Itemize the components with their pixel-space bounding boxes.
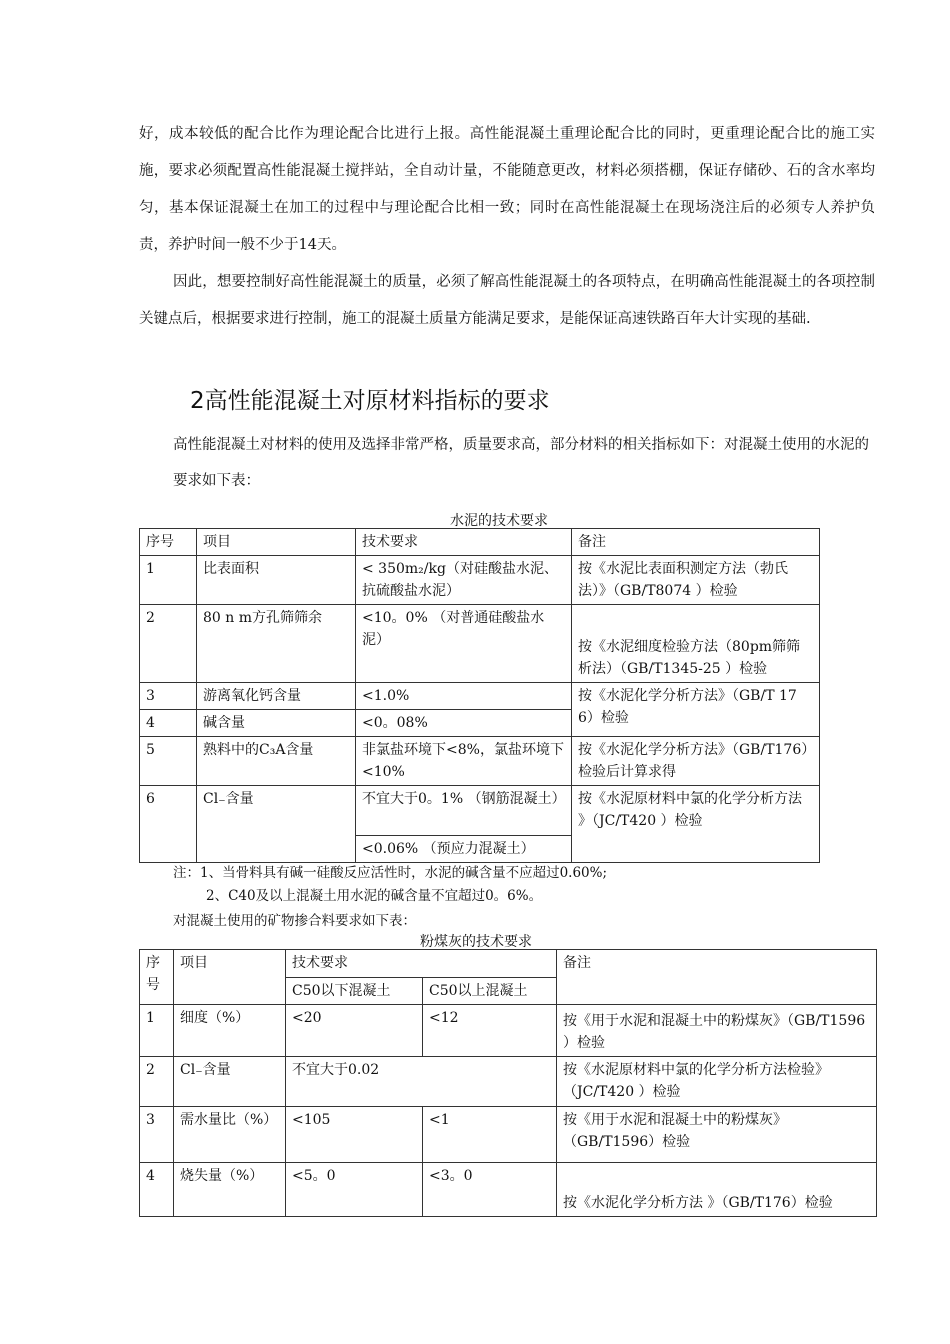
cell-no: 2 bbox=[140, 1057, 174, 1107]
cell-remark: 按《水泥比表面积测定方法（勃氏法）》（GB/T8074 ）检验 bbox=[572, 556, 820, 605]
cell-remark: 按《水泥化学分析方法》（GB/T 17 6）检验 bbox=[572, 683, 820, 737]
cell-remark: 按《水泥化学分析方法 》（GB/T176）检验 bbox=[557, 1163, 877, 1217]
table-row bbox=[140, 683, 820, 710]
cell-remark: 按《用于水泥和混凝土中的粉煤灰》（GB/T1596）检验 bbox=[557, 1107, 877, 1163]
header-below-c50: C50以下混凝土 bbox=[286, 978, 423, 1005]
section-heading: 2高性能混凝土对原材料指标的要求 bbox=[190, 388, 550, 414]
cell-requirement: <10。0% （对普通硅酸盐水泥） bbox=[356, 605, 572, 683]
cell-no: 2 bbox=[140, 605, 197, 683]
table-row bbox=[140, 1005, 877, 1057]
note-line-2: 2、C40及以上混凝土用水泥的碱含量不宜超过0。6%。 bbox=[206, 888, 543, 904]
cell-item: 游离氧化钙含量 bbox=[197, 683, 356, 710]
cell-item: 80 n m方孔筛筛余 bbox=[197, 605, 356, 683]
paragraph-materials-lead: 高性能混凝土对材料的使用及选择非常严格，质量要求高，部分材料的相关指标如下：对混凝土使用的水泥的要求如下表： bbox=[173, 437, 869, 489]
cell-remark: 按《水泥原材料中氯的化学分析方法 》（JC/T420 ）检验 bbox=[572, 786, 820, 863]
cell-above-c50: <1 bbox=[423, 1107, 557, 1163]
cell-no: 3 bbox=[140, 683, 197, 710]
cell-remark: 按《水泥原材料中氯的化学分析方法检验》（JC/T420 ）检验 bbox=[557, 1057, 877, 1107]
cement-table-caption: 水泥的技术要求 bbox=[450, 513, 548, 529]
paragraph-mix-ratio: 好，成本较低的配合比作为理论配合比进行上报。高性能混凝土重理论配合比的同时，更重理论配合比的施工实施，要求必须配置高性能混凝土搅拌站，全自动计量，不能随意更改，材料必须搭棚，保证存储砂、石的含水率均匀，基本保证混凝土在加工的过程中与理论配合比相一致；同时在高性能混凝土在现场浇注后的必须专人养护负责，养护时间一般不少于14天。 bbox=[139, 126, 875, 253]
table-header-row bbox=[140, 529, 820, 556]
cell-requirement: <0.06% （预应力混凝土） bbox=[356, 836, 572, 863]
cell-below-c50: <5。0 bbox=[286, 1163, 423, 1217]
cell-no: 1 bbox=[140, 1005, 174, 1057]
cell-item: Cl₋含量 bbox=[197, 786, 356, 863]
cell-requirement: 非氯盐环境下<8%，氯盐环境下<10% bbox=[356, 737, 572, 786]
cell-no: 1 bbox=[140, 556, 197, 605]
table-row bbox=[140, 1057, 877, 1107]
table-row bbox=[140, 1107, 877, 1163]
cell-below-c50: <20 bbox=[286, 1005, 423, 1057]
table-row bbox=[140, 737, 820, 786]
cell-requirement: 不宜大于0.02 bbox=[286, 1057, 557, 1107]
flyash-requirements-table bbox=[139, 949, 877, 1217]
cell-above-c50: <3。0 bbox=[423, 1163, 557, 1217]
cell-no: 4 bbox=[140, 1163, 174, 1217]
header-no: 序号 bbox=[140, 529, 197, 556]
table-row bbox=[140, 605, 820, 683]
cell-requirement: <1.0% bbox=[356, 683, 572, 710]
cell-remark: 按《水泥细度检验方法（80pm筛筛析法）（GB/T1345-25 ）检验 bbox=[572, 605, 820, 683]
cell-item: 碱含量 bbox=[197, 710, 356, 737]
paragraph-conclusion: 因此，想要控制好高性能混凝土的质量，必须了解高性能混凝土的各项特点，在明确高性能混凝土的各项控制关键点后，根据要求进行控制，施工的混凝土质量方能满足要求，是能保证高速铁路百年大计实现的基础. bbox=[139, 274, 875, 327]
table-row bbox=[140, 556, 820, 605]
cell-no: 4 bbox=[140, 710, 197, 737]
cell-above-c50: <12 bbox=[423, 1005, 557, 1057]
cell-no: 6 bbox=[140, 786, 197, 863]
cell-requirement: 不宜大于0。1% （钢筋混凝土） bbox=[356, 786, 572, 836]
header-item: 项目 bbox=[174, 950, 286, 1005]
cell-item: 烧失量（%） bbox=[174, 1163, 286, 1217]
cell-item: 细度（%） bbox=[174, 1005, 286, 1057]
flyash-table-caption: 粉煤灰的技术要求 bbox=[420, 934, 532, 950]
cell-item: 熟料中的C₃A含量 bbox=[197, 737, 356, 786]
header-no: 序号 bbox=[140, 950, 174, 1005]
note-line-1: 注：1、当骨料具有碱一硅酸反应活性时，水泥的碱含量不应超过0.60%; bbox=[173, 865, 608, 881]
header-item: 项目 bbox=[197, 529, 356, 556]
cell-item: Cl₋含量 bbox=[174, 1057, 286, 1107]
table-row bbox=[140, 786, 820, 836]
cell-requirement: <0。08% bbox=[356, 710, 572, 737]
header-above-c50: C50以上混凝土 bbox=[423, 978, 557, 1005]
header-requirement: 技术要求 bbox=[356, 529, 572, 556]
cell-requirement: < 350m₂/kg（对硅酸盐水泥、抗硫酸盐水泥） bbox=[356, 556, 572, 605]
cell-item: 比表面积 bbox=[197, 556, 356, 605]
header-requirement: 技术要求 bbox=[286, 950, 557, 978]
cell-below-c50: <105 bbox=[286, 1107, 423, 1163]
cell-remark: 按《水泥化学分析方法》（GB/T176）检验后计算求得 bbox=[572, 737, 820, 786]
cement-requirements-table bbox=[139, 528, 820, 863]
mineral-lead: 对混凝土使用的矿物掺合料要求如下表： bbox=[173, 913, 416, 929]
cell-no: 5 bbox=[140, 737, 197, 786]
header-remark: 备注 bbox=[557, 950, 877, 1005]
cell-item: 需水量比（%） bbox=[174, 1107, 286, 1163]
table-header-row bbox=[140, 950, 877, 978]
cell-remark: 按《用于水泥和混凝土中的粉煤灰》（GB/T1596 ）检验 bbox=[557, 1005, 877, 1057]
cell-no: 3 bbox=[140, 1107, 174, 1163]
header-remark: 备注 bbox=[572, 529, 820, 556]
table-row bbox=[140, 1163, 877, 1217]
